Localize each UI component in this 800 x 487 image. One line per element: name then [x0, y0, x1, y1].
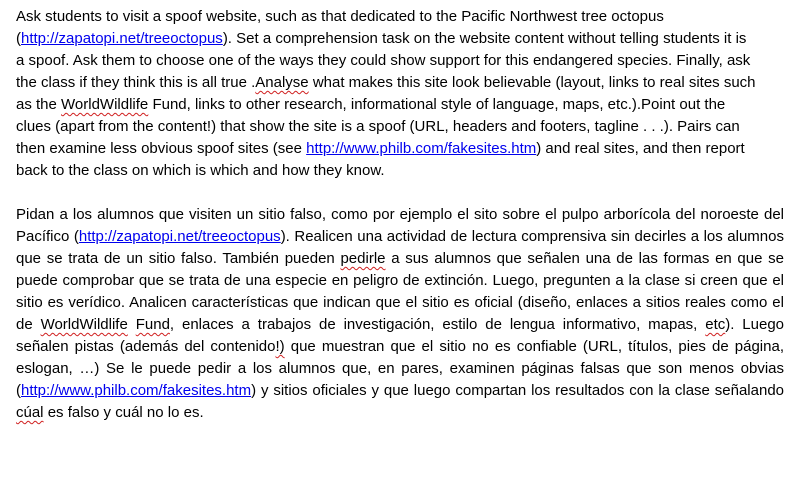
- text-run: Pidan a los alumnos que visiten un sitio falso, como por ejemplo el sito sobre el pulpo arborícola del noroeste del Pacífico (: [16, 206, 784, 245]
- text-run: ). Set a comprehension task on the website content without telling students it is a spoof. Ask them to choose one of the ways they could show support for this endangered species. Finally, ask the class if they think this is all true .: [16, 30, 751, 91]
- spellcheck-word: etc: [705, 316, 726, 333]
- text-run: ) and real sites, and then report back to the class on which is which and how they know.: [16, 140, 745, 179]
- paragraph-spanish: [16, 204, 784, 424]
- spellcheck-word: Fund: [135, 316, 170, 333]
- paragraph-english: [16, 6, 756, 182]
- text-run: [128, 316, 136, 333]
- text-run: Fund, links to other research, informational style of language, maps, etc.).Point out the clues (apart from the content!) that show the site is a spoof (URL, headers and footers, tagline . . .). Pairs can then examine less obvious spoof sites (see: [16, 96, 740, 157]
- text-run: a sus alumnos que señalen una de las formas en que se puede comprobar que se trata de una especie en peligro de extinción. Luego, pregunten a la clase si creen que el sitio es verídico. Analicen características que indican que el sitio es oficial (diseño, enlaces a sitios reales como el de: [16, 250, 784, 333]
- text-run: what makes this site look believable (layout, links to real sites such as the: [16, 74, 756, 113]
- hyperlink-fakesites[interactable]: http://www.philb.com/fakesites.htm: [306, 140, 537, 157]
- text-run: es falso y cuál no lo es.: [43, 404, 204, 421]
- hyperlink-fakesites[interactable]: http://www.philb.com/fakesites.htm: [21, 382, 252, 399]
- hyperlink-treeoctopus[interactable]: http://zapatopi.net/treeoctopus: [21, 30, 223, 47]
- text-run: ). Luego señalen pistas (además del contenido: [16, 316, 785, 355]
- spellcheck-word: pedirle: [340, 250, 386, 267]
- document-body: [16, 6, 784, 424]
- text-run: Ask students to visit a spoof website, such as that dedicated to the Pacific Northwest tree octopus (: [16, 8, 664, 47]
- spellcheck-word: !): [275, 338, 285, 355]
- text-run: ) y sitios oficiales y que luego compartan los resultados con la clase señalando: [251, 382, 784, 399]
- text-run: ). Realicen una actividad de lectura comprensiva sin decirles a los alumnos que se trata de un sitio falso. También pueden: [16, 228, 784, 267]
- text-run: , enlaces a trabajos de investigación, estilo de lengua informativo, mapas,: [169, 316, 706, 333]
- spellcheck-word: WorldWildlife: [40, 316, 128, 333]
- spellcheck-word: WorldWildlife: [61, 96, 149, 113]
- hyperlink-treeoctopus[interactable]: http://zapatopi.net/treeoctopus: [78, 228, 281, 245]
- spellcheck-word: Analyse: [255, 74, 309, 91]
- spellcheck-word: cúal: [16, 404, 44, 421]
- text-run: que muestran que el sitio no es confiable (URL, títulos, pies de página, eslogan, …) Se le puede pedir a los alumnos que, en pares, examinen páginas falsas que son menos obvias (: [16, 338, 784, 399]
